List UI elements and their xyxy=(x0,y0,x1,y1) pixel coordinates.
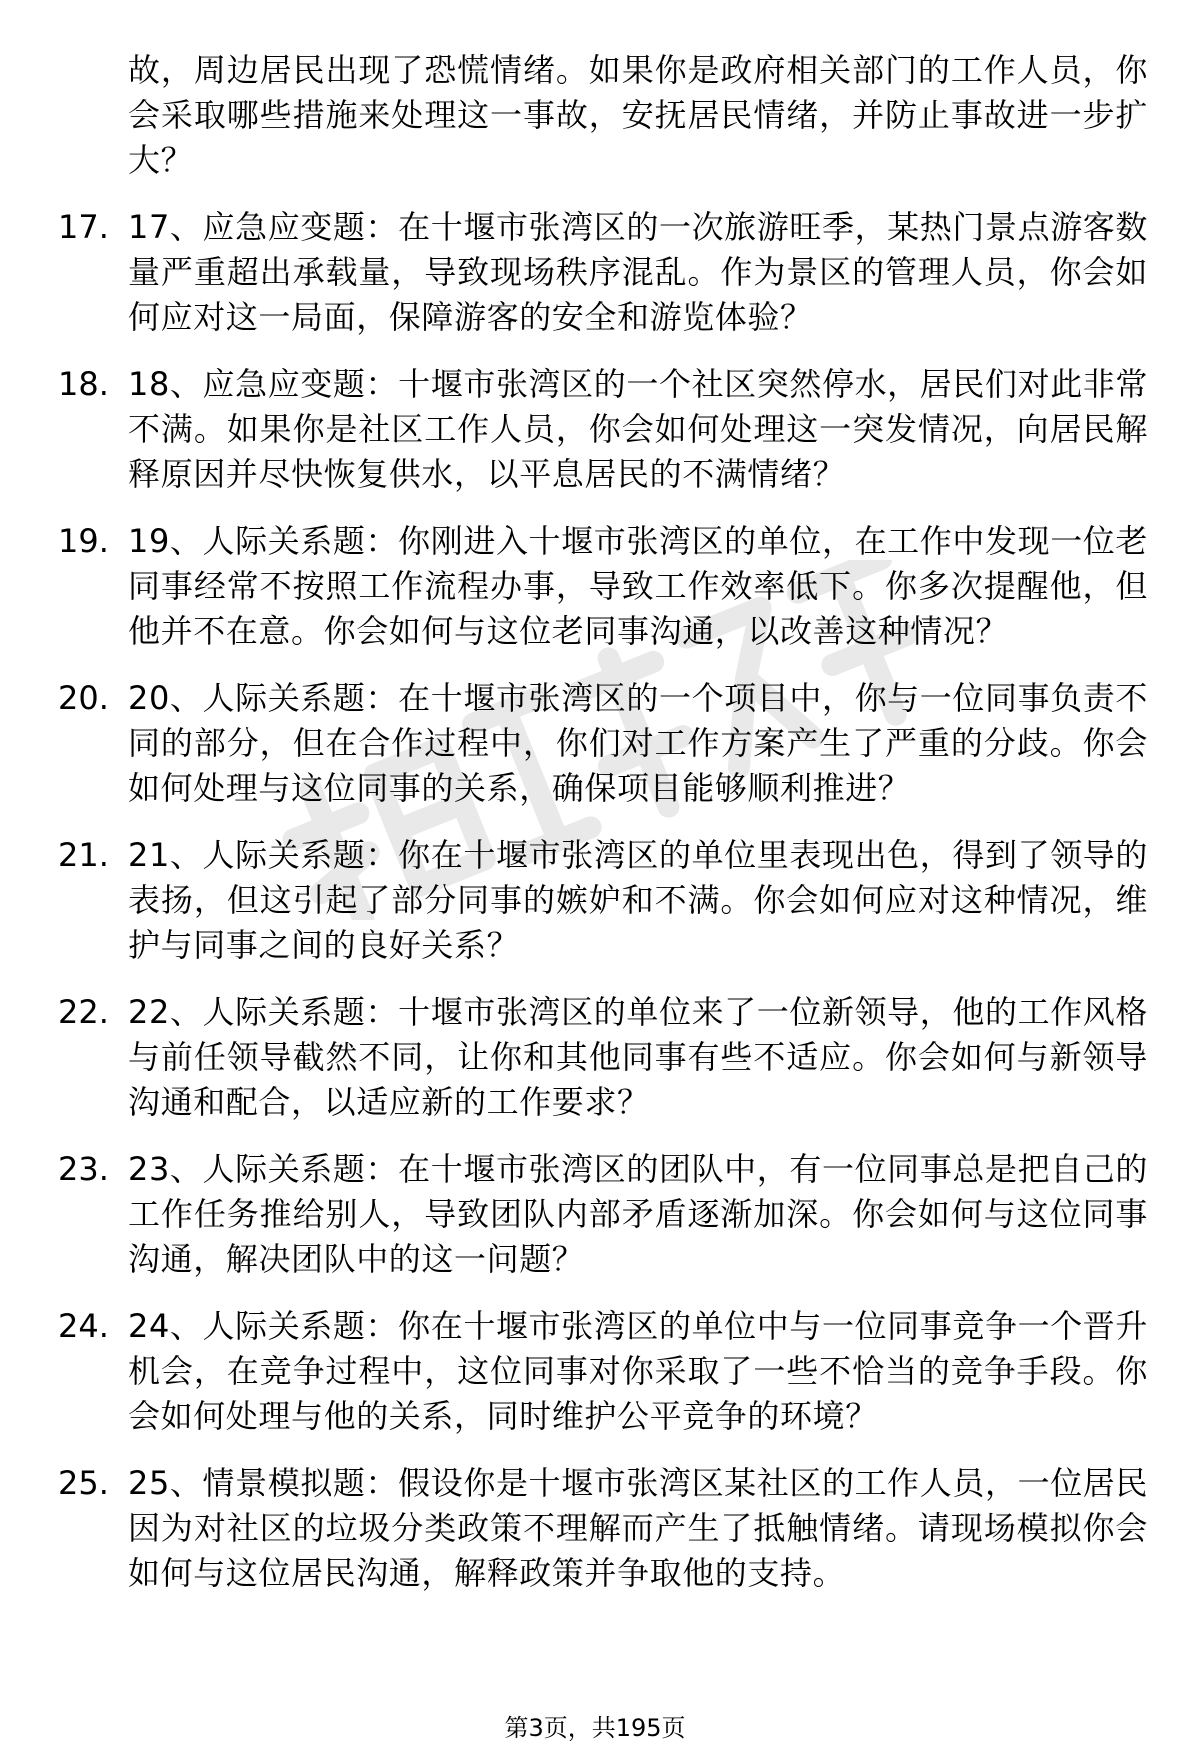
question-number: 17. xyxy=(58,208,109,246)
question-item-25 xyxy=(58,1461,1148,1596)
question-text: 22、人际关系题：十堰市张湾区的单位来了一位新领导，他的工作风格与前任领导截然不同，让你和其他同事有些不适应。你会如何与新领导沟通和配合，以适应新的工作要求？ xyxy=(128,993,1148,1121)
page-footer: 第3页，共195页 xyxy=(504,1714,686,1742)
question-number: 19. xyxy=(58,522,109,560)
question-text: 故，周边居民出现了恐慌情绪。如果你是政府相关部门的工作人员，你会采取哪些措施来处理这一事故，安抚居民情绪，并防止事故进一步扩大？ xyxy=(128,51,1148,179)
question-number: 23. xyxy=(58,1150,109,1188)
question-number: 20. xyxy=(58,679,109,717)
question-text: 20、人际关系题：在十堰市张湾区的一个项目中，你与一位同事负责不同的部分，但在合作过程中，你们对工作方案产生了严重的分歧。你会如何处理与这位同事的关系，确保项目能够顺利推进？ xyxy=(128,679,1148,807)
question-item-23 xyxy=(58,1147,1148,1282)
question-number: 18. xyxy=(58,365,109,403)
question-item-21 xyxy=(58,833,1148,968)
question-text: 25、情景模拟题：假设你是十堰市张湾区某社区的工作人员，一位居民因为对社区的垃圾分类政策不理解而产生了抵触情绪。请现场模拟你会如何与这位居民沟通，解释政策并争取他的支持。 xyxy=(128,1464,1148,1592)
question-list xyxy=(58,48,1148,1618)
question-item-18 xyxy=(58,362,1148,497)
question-text: 23、人际关系题：在十堰市张湾区的团队中，有一位同事总是把自己的工作任务推给别人，导致团队内部矛盾逐渐加深。你会如何与这位同事沟通，解决团队中的这一问题？ xyxy=(128,1150,1148,1278)
question-item-24 xyxy=(58,1304,1148,1439)
question-number: 25. xyxy=(58,1464,109,1502)
question-text: 17、应急应变题：在十堰市张湾区的一次旅游旺季，某热门景点游客数量严重超出承载量，导致现场秩序混乱。作为景区的管理人员，你会如何应对这一局面，保障游客的安全和游览体验？ xyxy=(128,208,1148,336)
question-item-20 xyxy=(58,676,1148,811)
question-item-22 xyxy=(58,990,1148,1125)
question-number: 24. xyxy=(58,1307,109,1345)
question-number: 22. xyxy=(58,993,109,1031)
question-continuation xyxy=(58,48,1148,183)
question-text: 19、人际关系题：你刚进入十堰市张湾区的单位，在工作中发现一位老同事经常不按照工作流程办事，导致工作效率低下。你多次提醒他，但他并不在意。你会如何与这位老同事沟通，以改善这种情况？ xyxy=(128,522,1148,650)
question-text: 18、应急应变题：十堰市张湾区的一个社区突然停水，居民们对此非常不满。如果你是社区工作人员，你会如何处理这一突发情况，向居民解释原因并尽快恢复供水，以平息居民的不满情绪？ xyxy=(128,365,1148,493)
question-text: 21、人际关系题：你在十堰市张湾区的单位里表现出色，得到了领导的表扬，但这引起了部分同事的嫉妒和不满。你会如何应对这种情况，维护与同事之间的良好关系？ xyxy=(128,836,1148,964)
question-item-19 xyxy=(58,519,1148,654)
question-text: 24、人际关系题：你在十堰市张湾区的单位中与一位同事竞争一个晋升机会，在竞争过程中，这位同事对你采取了一些不恰当的竞争手段。你会如何处理与他的关系，同时维护公平竞争的环境？ xyxy=(128,1307,1148,1435)
question-number: 21. xyxy=(58,836,109,874)
question-item-17 xyxy=(58,205,1148,340)
